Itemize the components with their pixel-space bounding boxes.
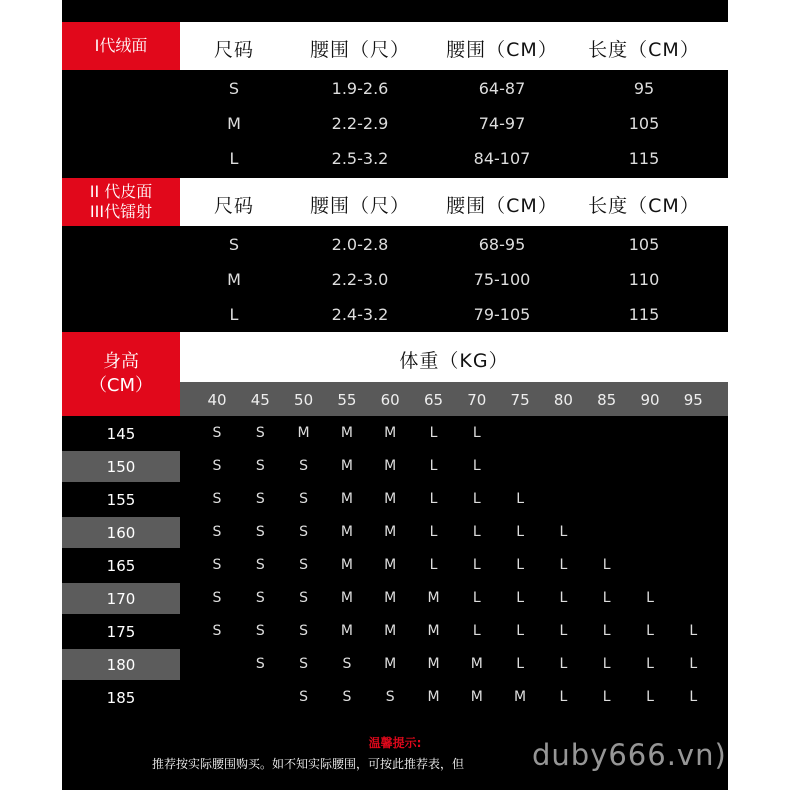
size-cell: M <box>384 458 397 474</box>
table2-badge-line2: III代镭射 <box>89 202 153 221</box>
size-cell: M <box>470 689 483 705</box>
height-row <box>62 649 728 680</box>
height-row <box>62 484 728 515</box>
weight-tick: 80 <box>553 391 573 409</box>
height-value: 180 <box>62 649 180 680</box>
table2-cell: S <box>228 235 240 254</box>
height-label-line1: 身高 <box>103 351 139 372</box>
height-value: 185 <box>106 688 136 707</box>
size-cell: L <box>559 524 568 540</box>
size-cell: L <box>689 623 698 639</box>
size-cell: S <box>299 557 309 573</box>
size-cell: S <box>255 425 265 441</box>
size-cell: L <box>559 689 568 705</box>
table2-header-length: 长度（CM） <box>588 195 700 217</box>
height-row <box>62 616 728 647</box>
weight-tick: 75 <box>510 391 530 409</box>
table2-header-waist-chi: 腰围（尺） <box>309 195 411 217</box>
height-value: 145 <box>106 424 136 443</box>
table1-header <box>180 22 728 70</box>
size-cell: S <box>385 689 395 705</box>
table2-cell: 115 <box>628 305 660 324</box>
table2-cell: 105 <box>628 235 660 254</box>
table2-cell: 110 <box>628 270 660 289</box>
table1-badge-label: Ⅰ代绒面 <box>94 36 148 55</box>
size-cell: S <box>212 524 222 540</box>
weight-tick: 40 <box>207 391 227 409</box>
size-cell: L <box>429 458 438 474</box>
size-cell: M <box>384 557 397 573</box>
table1-row <box>62 106 728 141</box>
size-cell: L <box>472 458 481 474</box>
size-cell: M <box>384 623 397 639</box>
size-cell: L <box>516 491 524 507</box>
size-cell: S <box>255 656 265 672</box>
tip-text: 推荐按实际腰围购买。如不知实际腰围，可按此推荐表，但 <box>152 757 465 771</box>
height-value: 165 <box>106 556 136 575</box>
size-cell: S <box>255 458 265 474</box>
table1-cell: 95 <box>633 79 655 98</box>
size-cell: L <box>559 557 568 573</box>
size-cell: S <box>255 557 265 573</box>
size-cell: S <box>212 557 222 573</box>
height-row <box>62 550 728 581</box>
table2-header-size: 尺码 <box>213 195 255 217</box>
size-cell: M <box>340 557 353 573</box>
table1-row <box>62 141 728 176</box>
height-label-line2: （CM） <box>88 375 154 396</box>
size-cell: M <box>340 524 353 540</box>
size-cell: S <box>299 656 309 672</box>
table1-header-waist-chi: 腰围（尺） <box>309 39 411 61</box>
size-cell: L <box>516 524 524 540</box>
size-cell: M <box>384 524 397 540</box>
table2-cell: M <box>227 270 241 289</box>
size-cell: S <box>299 491 309 507</box>
size-cell: S <box>299 623 309 639</box>
size-cell: S <box>299 458 309 474</box>
height-row <box>62 517 728 548</box>
weight-tick: 90 <box>640 391 660 409</box>
table2-header <box>180 178 728 226</box>
size-cell: S <box>255 623 265 639</box>
weight-tick: 55 <box>337 391 357 409</box>
table2-badge <box>62 178 180 226</box>
table1-cell: 1.9-2.6 <box>331 79 389 98</box>
table2-header-waist-cm: 腰围（CM） <box>446 195 558 217</box>
size-cell: L <box>472 491 481 507</box>
weight-title-bar <box>180 332 728 382</box>
table1-cell: 84-107 <box>473 149 531 168</box>
table1-cell: 105 <box>628 114 660 133</box>
size-cell: M <box>340 590 353 606</box>
table2-cell: 2.2-3.0 <box>331 270 389 289</box>
table2-badge-line1: II 代皮面 <box>89 182 153 201</box>
table1-row <box>62 71 728 106</box>
weight-tick: 50 <box>294 391 314 409</box>
size-cell: L <box>646 590 654 606</box>
table2-cell: 75-100 <box>473 270 531 289</box>
weight-tick: 45 <box>250 391 270 409</box>
size-cell: L <box>516 557 524 573</box>
size-cell: M <box>340 458 353 474</box>
table1-cell: 64-87 <box>478 79 526 98</box>
table2-cell: 79-105 <box>473 305 531 324</box>
size-cell: L <box>516 623 524 639</box>
size-cell: L <box>646 689 654 705</box>
size-cell: L <box>472 524 481 540</box>
size-cell: L <box>516 590 524 606</box>
size-cell: M <box>384 656 397 672</box>
size-cell: S <box>212 425 222 441</box>
height-row <box>62 418 728 449</box>
weight-axis <box>180 382 728 416</box>
size-cell: M <box>384 590 397 606</box>
size-cell: S <box>212 590 222 606</box>
table2-cell: 68-95 <box>478 235 526 254</box>
size-cell: S <box>299 524 309 540</box>
table1-cell: M <box>227 114 241 133</box>
size-cell: S <box>212 458 222 474</box>
size-cell: L <box>429 425 438 441</box>
size-cell: L <box>602 590 611 606</box>
size-cell: S <box>342 689 352 705</box>
weight-tick: 70 <box>467 391 487 409</box>
height-value: 160 <box>62 517 180 548</box>
size-cell: L <box>689 656 698 672</box>
size-cell: L <box>602 557 611 573</box>
table2-cell: 2.4-3.2 <box>331 305 389 324</box>
size-cell: M <box>470 656 483 672</box>
height-row <box>62 583 728 614</box>
size-cell: M <box>340 491 353 507</box>
size-cell: M <box>427 590 440 606</box>
table1-header-size: 尺码 <box>213 39 255 61</box>
table1-header-length: 长度（CM） <box>588 39 700 61</box>
weight-tick: 60 <box>380 391 400 409</box>
weight-tick: 65 <box>423 391 444 409</box>
size-cell: M <box>384 425 397 441</box>
size-cell: M <box>427 689 440 705</box>
size-chart-panel <box>62 0 728 790</box>
size-cell: M <box>340 425 353 441</box>
size-cell: L <box>472 590 481 606</box>
table1-cell: 2.5-3.2 <box>331 149 389 168</box>
height-value: 150 <box>62 451 180 482</box>
tip-title: 温馨提示: <box>368 736 422 750</box>
size-cell: S <box>255 491 265 507</box>
size-cell: S <box>212 623 222 639</box>
size-cell: S <box>255 524 265 540</box>
size-cell: L <box>559 623 568 639</box>
size-cell: L <box>429 491 438 507</box>
watermark: duby666.vn) <box>532 738 727 772</box>
table1-badge <box>62 22 180 70</box>
size-cell: L <box>602 656 611 672</box>
size-cell: L <box>646 623 654 639</box>
size-cell: L <box>472 425 481 441</box>
size-cell: L <box>516 656 524 672</box>
size-cell: S <box>299 689 309 705</box>
size-cell: L <box>472 623 481 639</box>
size-cell: S <box>255 590 265 606</box>
table1-cell: S <box>228 79 240 98</box>
height-row <box>62 682 728 713</box>
table2-cell: 2.0-2.8 <box>331 235 389 254</box>
height-value: 175 <box>106 622 136 641</box>
table1-cell: 74-97 <box>478 114 526 133</box>
size-cell: L <box>559 590 568 606</box>
table1-header-waist-cm: 腰围（CM） <box>446 39 558 61</box>
table1-cell: L <box>229 149 239 168</box>
table1-cell: 2.2-2.9 <box>331 114 389 133</box>
table2-row <box>62 297 728 332</box>
size-cell: L <box>689 689 698 705</box>
weight-tick: 95 <box>683 391 703 409</box>
height-row <box>62 451 728 482</box>
size-cell: L <box>429 524 438 540</box>
size-cell: L <box>646 656 654 672</box>
size-cell: M <box>297 425 310 441</box>
weight-tick: 85 <box>597 391 617 409</box>
size-cell: S <box>342 656 352 672</box>
size-cell: L <box>472 557 481 573</box>
height-value: 170 <box>62 583 180 614</box>
weight-title: 体重（KG） <box>399 350 509 372</box>
size-cell: L <box>602 689 611 705</box>
size-cell: L <box>559 656 568 672</box>
table2-row <box>62 227 728 262</box>
size-cell: L <box>429 557 438 573</box>
size-cell: S <box>299 590 309 606</box>
table2-cell: L <box>229 305 239 324</box>
size-cell: M <box>427 623 440 639</box>
size-cell: M <box>427 656 440 672</box>
size-cell: M <box>514 689 527 705</box>
size-cell: S <box>212 491 222 507</box>
size-cell: L <box>602 623 611 639</box>
size-cell: M <box>384 491 397 507</box>
height-label <box>62 332 180 416</box>
table2-row <box>62 262 728 297</box>
table1-cell: 115 <box>628 149 660 168</box>
size-cell: M <box>340 623 353 639</box>
height-value: 155 <box>106 490 136 509</box>
